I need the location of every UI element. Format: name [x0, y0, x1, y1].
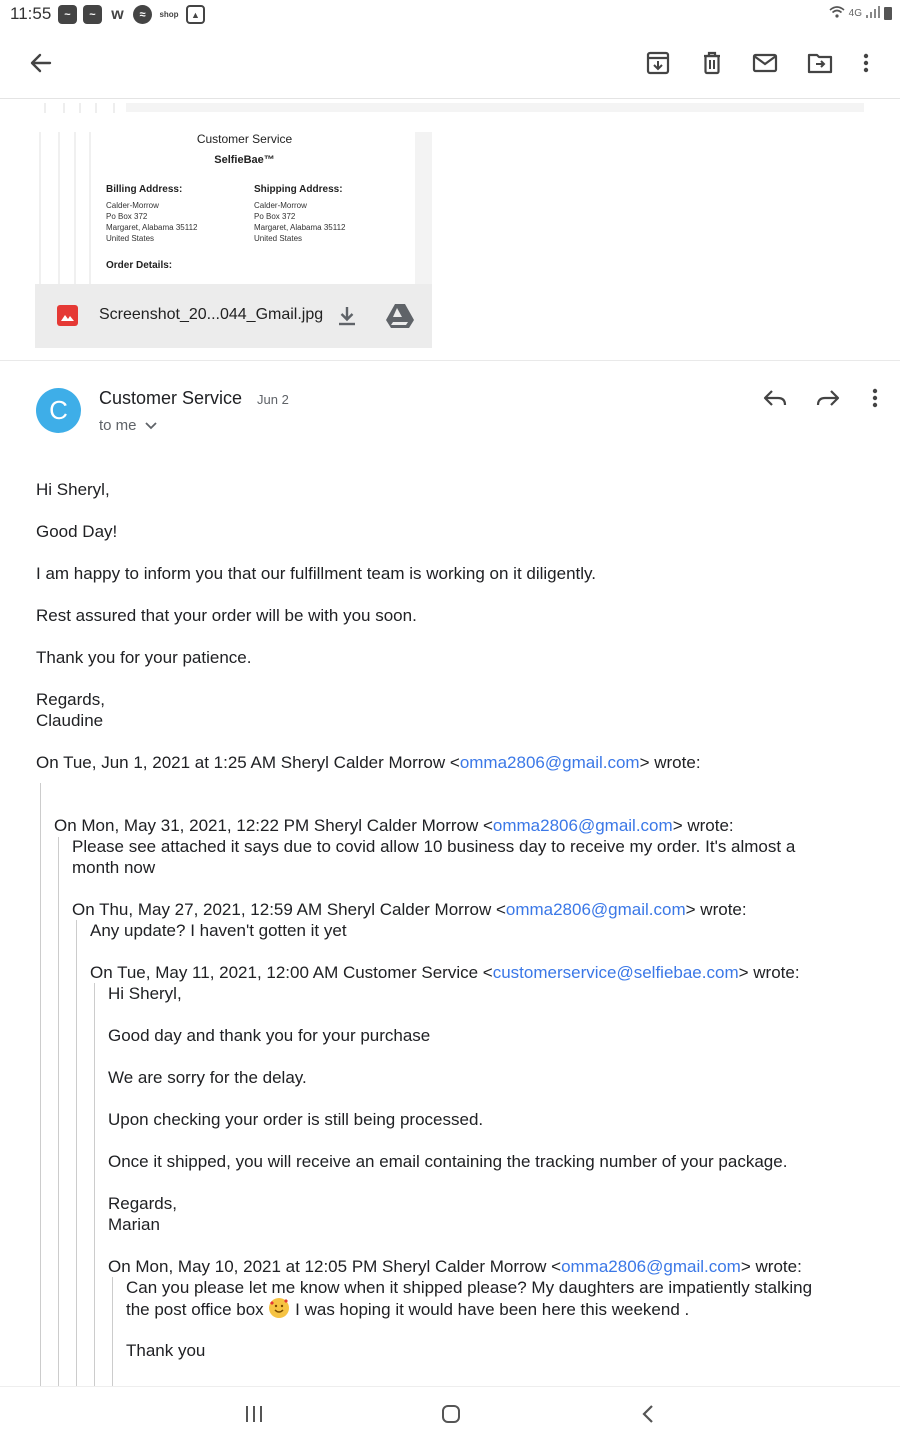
preview-right-strip: [415, 132, 432, 284]
quote-line: We are sorry for the delay.: [108, 1068, 307, 1087]
quote-line: Please see attached it says due to covid allow 10 business day to receive my order. It's almost a: [72, 837, 796, 856]
message-divider: [0, 360, 900, 361]
shop-icon: shop: [159, 10, 179, 19]
quote-line: Marian: [108, 1215, 160, 1234]
chevron-down-icon: [145, 417, 157, 434]
quote-line: Thank you: [126, 1341, 206, 1360]
move-to-icon[interactable]: [805, 48, 835, 78]
sender-name[interactable]: Customer Service: [99, 388, 243, 408]
quote-bar: [112, 1277, 113, 1386]
quote-line: month now: [72, 858, 156, 877]
quote-bar: [58, 837, 59, 1386]
nav-back-icon[interactable]: [640, 1403, 656, 1425]
quote-header: On Thu, May 27, 2021, 12:59 AM Sheryl Calder Morrow <omma2806@gmail.com> wrote:: [72, 900, 747, 919]
preview-billing-address: Calder-Morrow Po Box 372 Margaret, Alabama 35112 United States: [106, 201, 198, 243]
nb-app-icon: ~: [58, 5, 77, 24]
quote-line: Hi Sheryl,: [108, 984, 182, 1003]
messenger-icon: ≈: [133, 5, 152, 24]
preview-title: Customer Service: [196, 132, 293, 146]
body-greeting: Hi Sheryl,: [36, 480, 110, 499]
recipient-label: to me: [99, 417, 137, 434]
mark-unread-icon[interactable]: [750, 48, 780, 78]
more-vert-icon[interactable]: [856, 48, 876, 78]
preview-billing-heading: Billing Address:: [106, 184, 183, 195]
attachment-file-name[interactable]: Screenshot_20...044_Gmail.jpg: [99, 306, 324, 323]
system-icons: [829, 5, 892, 22]
reply-icon[interactable]: [762, 386, 788, 410]
top-app-bar: [0, 30, 900, 99]
body-line: Rest assured that your order will be with you soon.: [36, 606, 417, 625]
preview-margin-lines: [35, 132, 95, 284]
quote-line: Regards,: [108, 1194, 177, 1213]
preview-brand: SelfieBae™: [214, 154, 275, 166]
body-line: I am happy to inform you that our fulfillment team is working on it diligently.: [36, 564, 596, 583]
body-line: Thank you for your patience.: [36, 648, 252, 667]
preview-shipping-heading: Shipping Address:: [254, 184, 343, 195]
wifi-icon: [829, 5, 845, 22]
quote-line: Good day and thank you for your purchase: [108, 1026, 431, 1045]
smiling-face-with-hearts-icon: [269, 1298, 289, 1318]
recent-apps-icon[interactable]: [244, 1405, 264, 1423]
quote-header: On Tue, May 11, 2021, 12:00 AM Customer Service <customerservice@selfiebae.com> wrote:: [90, 963, 800, 982]
quote-line: Can you please let me know when it shipped please? My daughters are impatiently stalking: [126, 1278, 813, 1297]
back-arrow-icon[interactable]: [26, 48, 56, 78]
attachment-footer: [35, 284, 432, 348]
email-link[interactable]: customerservice@selfiebae.com: [492, 963, 739, 982]
body-line: Good Day!: [36, 522, 118, 541]
body-regards: Regards,: [36, 690, 105, 709]
message-date: Jun 2: [257, 392, 289, 407]
email-link[interactable]: omma2806@gmail.com: [492, 816, 673, 835]
sender-avatar[interactable]: C: [36, 388, 81, 433]
recipient-details-toggle[interactable]: [99, 417, 157, 434]
quote-header: On Mon, May 31, 2021, 12:22 PM Sheryl Calder Morrow <omma2806@gmail.com> wrote:: [54, 816, 734, 835]
quote-header: On Mon, May 10, 2021 at 12:05 PM Sheryl Calder Morrow <omma2806@gmail.com> wrote:: [108, 1257, 802, 1276]
quote-line: Any update? I haven't gotten it yet: [90, 921, 347, 940]
archive-icon[interactable]: [643, 48, 673, 78]
attachment-preview[interactable]: [35, 132, 432, 284]
battery-icon: [884, 7, 892, 20]
email-link[interactable]: omma2806@gmail.com: [561, 1257, 741, 1276]
quote-line: the post office box I was hoping it would have been here this weekend .: [126, 1300, 690, 1319]
message-more-icon[interactable]: [864, 386, 886, 410]
notification-icons: [58, 5, 205, 24]
download-icon[interactable]: [335, 304, 359, 328]
forward-icon[interactable]: [815, 386, 841, 410]
preview-order-heading: Order Details:: [106, 260, 173, 271]
attachment-card[interactable]: [35, 132, 432, 348]
home-icon[interactable]: [440, 1403, 462, 1425]
preview-document: [97, 132, 415, 284]
system-navigation-bar: [0, 1386, 900, 1441]
image-file-icon: [57, 305, 78, 326]
quote-bar: [40, 783, 41, 1386]
network-type: 4G: [848, 8, 862, 19]
gallery-icon: ▲: [186, 5, 205, 24]
body-signature: Claudine: [36, 711, 104, 730]
email-link[interactable]: omma2806@gmail.com: [459, 753, 640, 772]
quote-header: On Tue, Jun 1, 2021 at 1:25 AM Sheryl Calder Morrow <omma2806@gmail.com> wrote:: [36, 753, 701, 772]
preview-shipping-address: Calder-Morrow Po Box 372 Margaret, Alabama 35112 United States: [254, 201, 346, 243]
email-link[interactable]: omma2806@gmail.com: [505, 900, 686, 919]
nb-app-icon: ~: [83, 5, 102, 24]
delete-icon[interactable]: [697, 48, 727, 78]
status-time: 11:55: [10, 4, 52, 23]
save-to-drive-icon[interactable]: [385, 302, 415, 330]
quote-line: Once it shipped, you will receive an email containing the tracking number of your package.: [108, 1152, 788, 1171]
quote-line: Upon checking your order is still being processed.: [108, 1110, 484, 1129]
status-bar: [0, 0, 900, 30]
w-app-icon: w: [111, 5, 124, 23]
quote-bar: [76, 920, 77, 1386]
quote-bar: [94, 983, 95, 1386]
signal-icon: [866, 6, 880, 21]
previous-attachment-edge: [40, 100, 864, 110]
